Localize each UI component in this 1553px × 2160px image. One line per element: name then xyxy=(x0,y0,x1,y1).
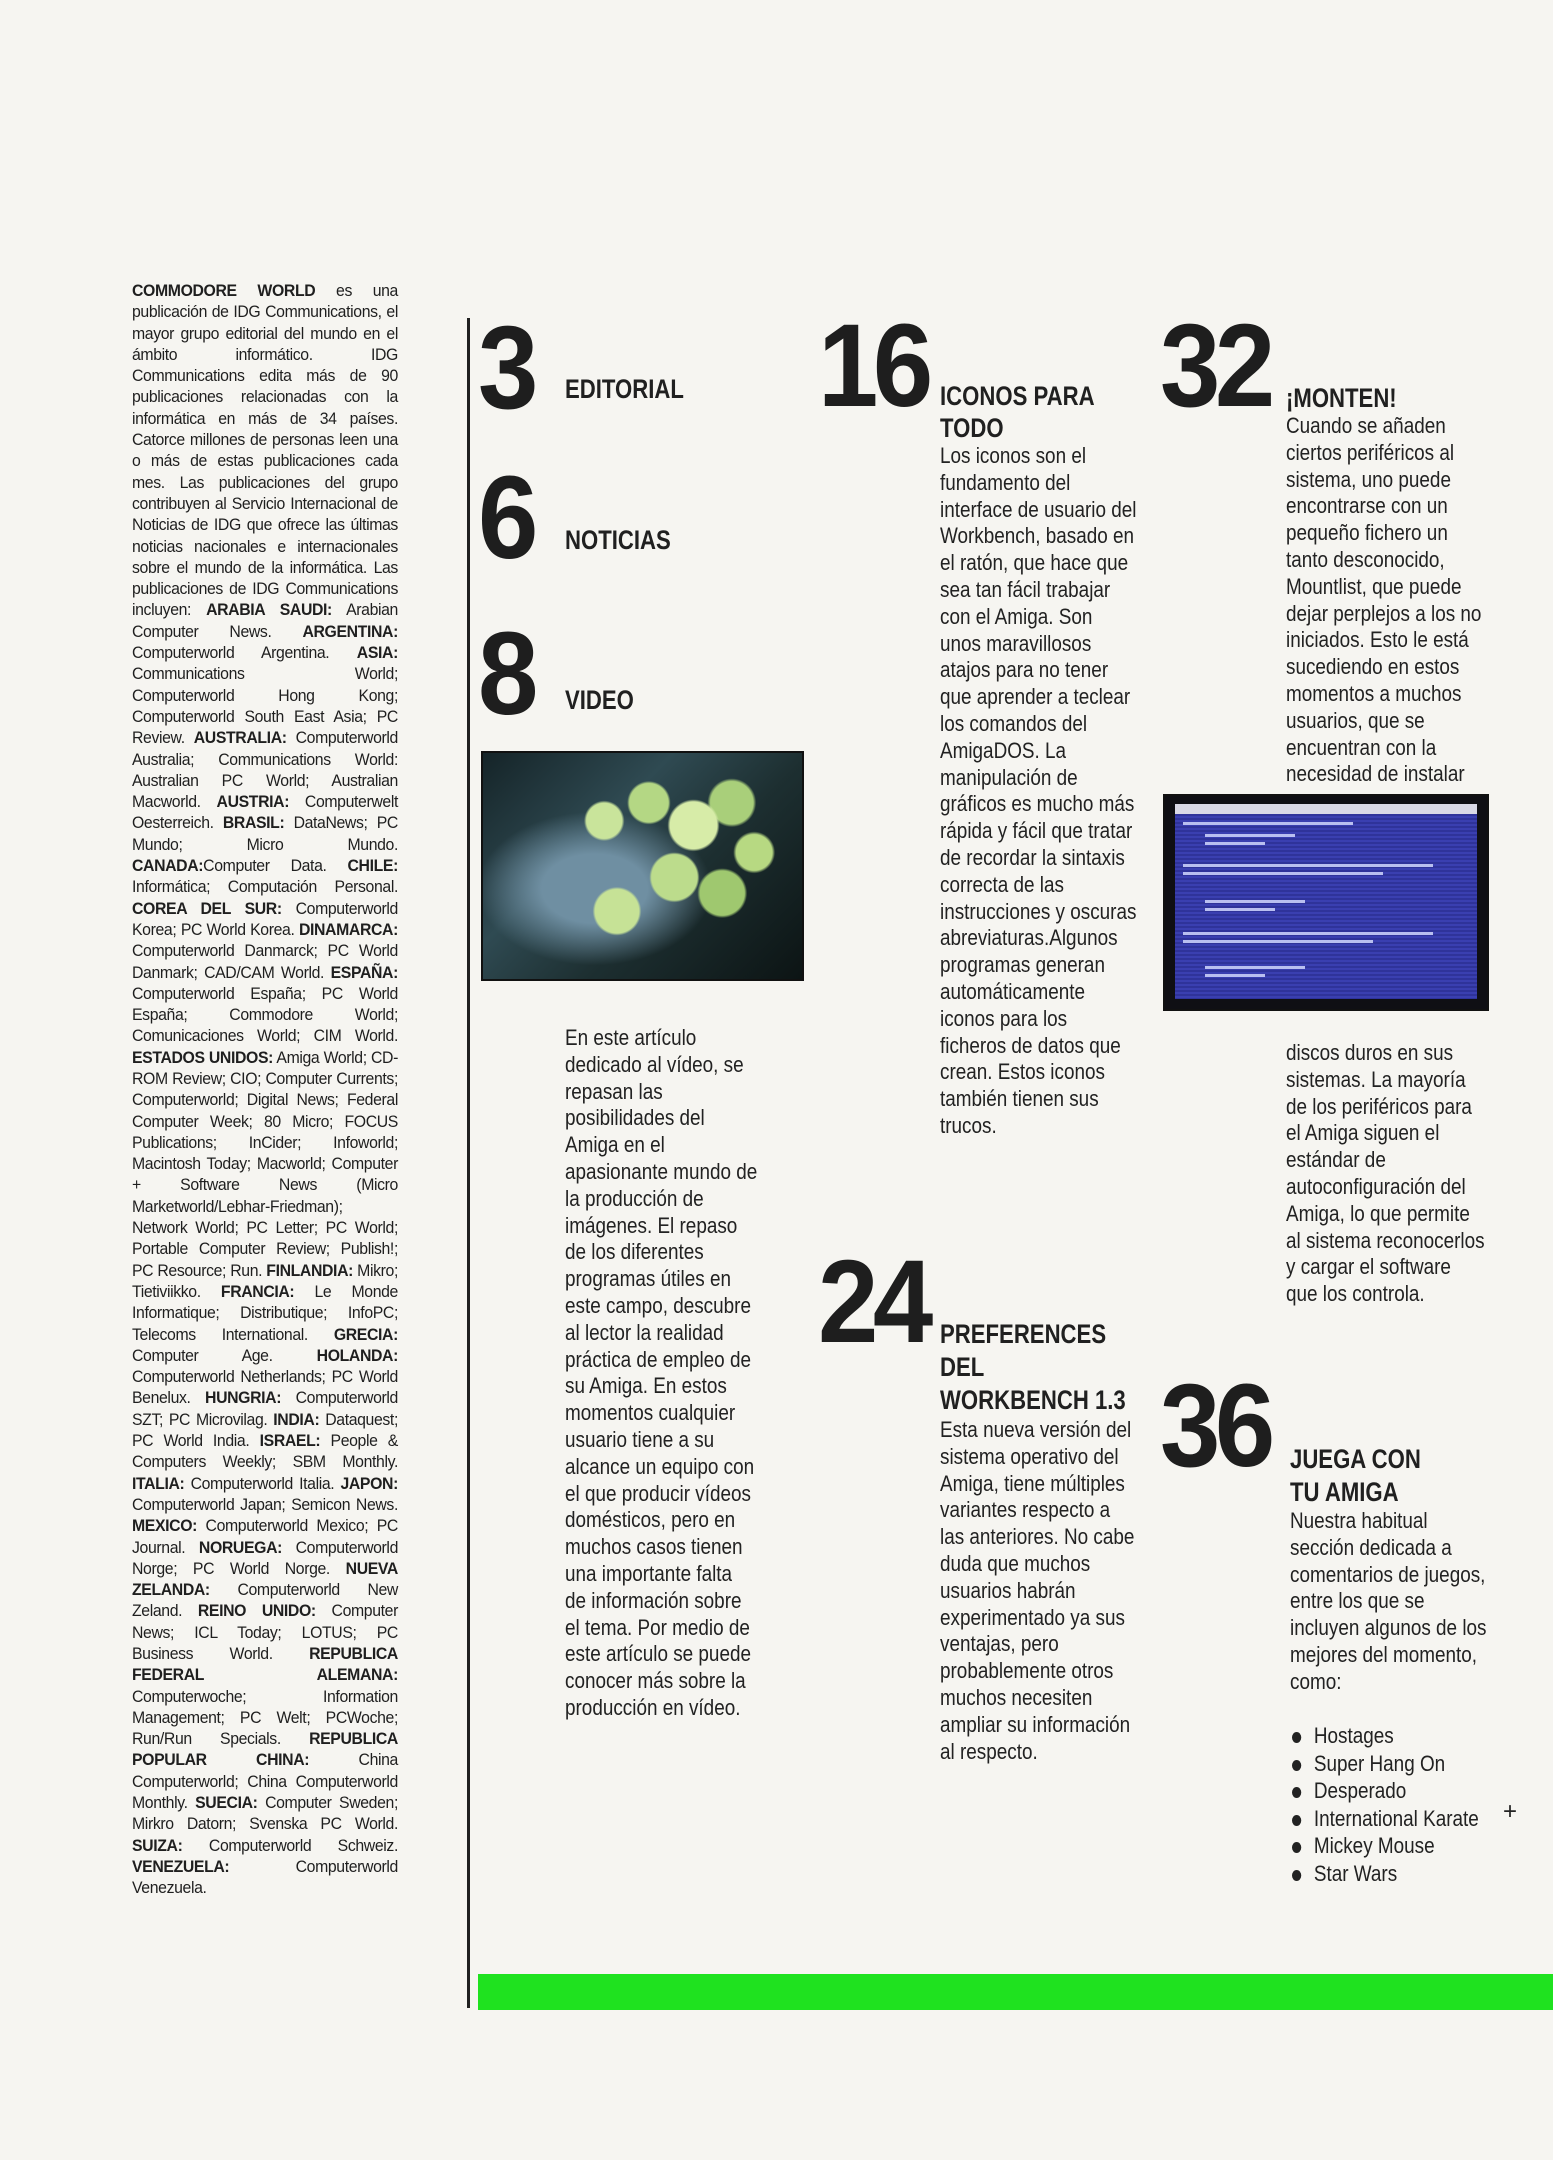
section-title-preferences-line1[interactable]: PREFERENCES xyxy=(940,1319,1107,1349)
credits-bold-label: INDIA: xyxy=(273,1409,320,1429)
section-title-preferences-line3[interactable]: WORKBENCH 1.3 xyxy=(940,1385,1126,1415)
credits-text: Computerworld Argentina. xyxy=(132,643,357,663)
video-article-photo xyxy=(481,751,804,981)
column-divider xyxy=(467,318,470,2008)
amiga-screen-photo xyxy=(1163,794,1489,1011)
screen-text-line xyxy=(1183,932,1433,935)
screen-title-bar xyxy=(1175,804,1477,814)
credits-bold-label: DINAMARCA: xyxy=(298,919,398,939)
page-number-noticias[interactable]: 6 xyxy=(478,452,533,584)
credits-bold-label: AUSTRIA: xyxy=(216,792,290,812)
game-list-item: Star Wars xyxy=(1292,1860,1479,1888)
iconos-article-summary: Los iconos son el fundamento del interface de usuario del Workbench, basado en el ratón, que hace que sea tan fácil trabajar con el Amiga. Son unos maravillosos atajos para no tener que aprender a teclear los comandos del AmigaDOS. La manipulación de gráficos es mucho más rápida y fácil que tratar de recordar la sintaxis correcta de las instrucciones y oscuras abreviaturas.Algunos programas generan automáticamente iconos para los ficheros de datos que crean. Estos iconos también tienen sus trucos. xyxy=(940,443,1137,1138)
credits-bold-label: BRASIL: xyxy=(222,813,285,833)
screen-text-line xyxy=(1205,834,1295,837)
credits-bold-label: ARABIA SAUDI: xyxy=(206,600,332,620)
section-title-preferences-line2[interactable]: DEL xyxy=(940,1352,985,1382)
credits-bold-label: ESTADOS UNIDOS: xyxy=(132,1047,274,1067)
credits-text: Computer Data. xyxy=(203,856,348,876)
page-number-juega[interactable]: 36 xyxy=(1160,1360,1270,1492)
credits-text: China Computerworld; China Computerworld Monthly. xyxy=(132,1750,398,1813)
credits-text: Computer Age. xyxy=(132,1345,317,1365)
credits-bold-label: REPUBLICA FEDERAL ALEMANA: xyxy=(132,1644,398,1685)
credits-bold-label: AUSTRALIA: xyxy=(193,728,287,748)
credits-text: Computerworld Italia. xyxy=(184,1473,341,1493)
credits-bold-label: NORUEGA: xyxy=(198,1537,283,1557)
video-article-summary: En este artículo dedicado al vídeo, se repasan las posibilidades del Amiga en el apasionante mundo de la producción de imágenes. El repaso de los diferentes programas útiles en este campo, descubre al lector la realidad práctica de empleo de su Amiga. En estos momentos cualquier usuario tiene a su alcance un equipo con el que producir vídeos domésticos, pero en muchos casos tienen una importante falta de información sobre el tema. Por medio de este artículo se puede conocer más sobre la producción en vídeo. xyxy=(565,1025,758,1720)
credits-bold-label: COMMODORE WORLD xyxy=(132,281,316,300)
credits-text: Dataquest; PC World India. xyxy=(132,1409,398,1451)
section-title-noticias[interactable]: NOTICIAS xyxy=(565,525,671,555)
credits-text: Computerwelt Oesterreich. xyxy=(132,792,398,833)
credits-text: Computerworld New Zeland. xyxy=(132,1580,398,1621)
screen-text-line xyxy=(1205,974,1265,977)
credits-text: Computerworld Danmarck; PC World Danmark; CAD/CAM World. xyxy=(132,941,398,982)
credits-text: Le Monde Informatique; Distributique; InfoPC; Telecoms International. xyxy=(132,1281,398,1344)
credits-bold-label: MEXICO: xyxy=(132,1516,198,1536)
game-list-item: Mickey Mouse xyxy=(1292,1832,1479,1860)
credits-bold-label: HUNGRIA: xyxy=(205,1388,282,1408)
credits-text: Computerworld Australia; Communications World: Australian PC World; Australian Macworld. xyxy=(132,728,398,812)
credits-text: Computerwoche; Information Management; PC Welt; PCWoche; Run/Run Specials. xyxy=(132,1686,398,1749)
credits-text: Computerworld SZT; PC Microvilag. xyxy=(132,1388,398,1429)
credits-bold-label: NUEVA ZELANDA: xyxy=(132,1558,398,1600)
credits-bold-label: REINO UNIDO: xyxy=(197,1601,316,1621)
section-title-editorial[interactable]: EDITORIAL xyxy=(565,374,684,404)
page-number-video[interactable]: 8 xyxy=(478,608,533,740)
section-title-juega-line2[interactable]: TU AMIGA xyxy=(1290,1477,1399,1507)
screen-text-line xyxy=(1183,864,1433,867)
screen-text-line xyxy=(1205,842,1265,845)
preferences-article-summary: Esta nueva versión del sistema operativo del Amiga, tiene múltiples variantes respecto a las anteriores. No cabe duda que muchos usuarios habrán experimentado ya sus ventajas, pero probablemente otros muchos necesiten ampliar su información al respecto. xyxy=(940,1417,1135,1764)
page-number-editorial[interactable]: 3 xyxy=(478,302,533,434)
screen-text-line xyxy=(1205,900,1305,903)
game-list-item: Super Hang On xyxy=(1292,1750,1479,1778)
section-title-iconos-line1[interactable]: ICONOS PARA xyxy=(940,381,1095,411)
credits-text: Computerworld Netherlands; PC World Benelux. xyxy=(132,1367,398,1408)
credits-bold-label: FRANCIA: xyxy=(220,1281,295,1301)
credits-text: Communications World; Computerworld Hong Kong; Computerworld South East Asia; PC Review. xyxy=(132,664,398,748)
credits-text: DataNews; PC Mundo; Micro Mundo. xyxy=(132,813,398,854)
credits-text: Computerworld Korea; PC World Korea. xyxy=(132,898,398,939)
credits-bold-label: ITALIA: xyxy=(132,1473,185,1493)
section-title-juega-line1[interactable]: JUEGA CON xyxy=(1290,1444,1421,1474)
credits-bold-label: ESPAÑA: xyxy=(330,962,398,982)
credits-bold-label: ISRAEL: xyxy=(259,1431,321,1451)
screen-text-line xyxy=(1205,908,1275,911)
credits-text: Computerworld Norge; PC World Norge. xyxy=(132,1537,398,1578)
page-number-monten[interactable]: 32 xyxy=(1160,300,1270,432)
credits-bold-label: CHILE: xyxy=(347,856,398,876)
section-title-video[interactable]: VIDEO xyxy=(565,685,634,715)
credits-text: Mikro; Tietiviikko. xyxy=(132,1260,398,1301)
credits-bold-label: ARGENTINA: xyxy=(302,621,398,641)
page-number-preferences[interactable]: 24 xyxy=(818,1236,928,1368)
game-list-item: International Karate xyxy=(1292,1805,1479,1833)
credits-bold-label: VENEZUELA: xyxy=(132,1856,230,1876)
monten-article-summary-top: Cuando se añaden ciertos periféricos al sistema, uno puede encontrarse con un pequeño fichero un tanto desconocido, Mountlist, que puede dejar perplejos a los no iniciados. Esto le está sucediendo en estos momentos a muchos usuarios, que se encuentran con la necesidad de instalar xyxy=(1286,413,1482,787)
credits-text: Computer Sweden; Mirkro Datorn; Svenska PC World. xyxy=(132,1793,398,1834)
green-accent-bar xyxy=(478,1974,1553,2010)
screen-text-line xyxy=(1183,822,1353,825)
credits-bold-label: ASIA: xyxy=(356,643,398,663)
plus-sign: + xyxy=(1503,1798,1518,1825)
credits-text: Computerworld Mexico; PC Journal. xyxy=(132,1516,398,1557)
game-list-item: Hostages xyxy=(1292,1722,1479,1750)
credits-text: es una publicación de IDG Communications, el mayor grupo editorial del mundo en el ámbito informático. IDG Communications edita más de 90 publicaciones relacionadas con la informática en más de 34 países. Catorce millones de personas leen una o más de estas publicaciones cada mes. Las publicaciones del grupo contribuyen al Servicio Internacional de Noticias de IDG que ofrece las últimas noticias nacionales e internacionales sobre el mundo de la informática. Las publicaciones de IDG Communications incluyen: xyxy=(132,281,398,620)
credits-bold-label: COREA DEL SUR: xyxy=(132,898,282,918)
credits-text: Arabian Computer News. xyxy=(132,600,398,641)
juega-article-summary: Nuestra habitual sección dedicada a comentarios de juegos, entre los que se incluyen algunos de los mejores del momento, como: xyxy=(1290,1508,1487,1694)
credits-text: People & Computers Weekly; SBM Monthly. xyxy=(132,1431,398,1472)
credits-bold-label: SUIZA: xyxy=(132,1835,183,1855)
screen-text-line xyxy=(1205,966,1305,969)
credits-bold-label: JAPON: xyxy=(340,1473,398,1493)
game-list-item: Desperado xyxy=(1292,1777,1479,1805)
credits-text: Computerworld Schweiz. xyxy=(182,1835,398,1855)
games-list xyxy=(1292,1722,1479,1888)
credits-bold-label: HOLANDA: xyxy=(316,1345,398,1365)
section-title-monten[interactable]: ¡MONTEN! xyxy=(1286,383,1397,413)
publisher-credits xyxy=(132,280,398,1899)
credits-bold-label: REPUBLICA POPULAR CHINA: xyxy=(132,1729,398,1770)
screen-text-line xyxy=(1183,872,1383,875)
credits-text: Computerworld España; PC World España; Commodore World; Comunicaciones World; CIM World. xyxy=(132,983,398,1046)
credits-text: Computerworld Japan; Semicon News. xyxy=(132,1494,398,1514)
amiga-screen-display xyxy=(1175,804,1477,999)
section-title-iconos-line2[interactable]: TODO xyxy=(940,413,1004,443)
screen-text-line xyxy=(1183,940,1373,943)
credits-text: Informática; Computación Personal. xyxy=(132,877,398,897)
credits-bold-label: CANADA: xyxy=(132,856,204,876)
credits-bold-label: SUECIA: xyxy=(195,1793,258,1813)
monten-article-summary-bottom: discos duros en sus sistemas. La mayoría de los periféricos para el Amiga siguen el estándar de autoconfiguración del Amiga, lo que permite al sistema reconocerlos y cargar el software que los controla. xyxy=(1286,1040,1485,1307)
credits-text: Computer News; ICL Today; LOTUS; PC Business World. xyxy=(132,1601,398,1663)
page-number-iconos[interactable]: 16 xyxy=(818,300,928,432)
credits-bold-label: GRECIA: xyxy=(333,1324,398,1344)
credits-text: Computerworld Venezuela. xyxy=(132,1856,398,1898)
credits-bold-label: FINLANDIA: xyxy=(266,1260,354,1280)
credits-text: Amiga World; CD-ROM Review; CIO; Computer Currents; Computerworld; Digital News; Federal Computer Week; 80 Micro; FOCUS Publications; InCider; Infoworld; Macintosh Today; Macworld; Computer + Software News (Micro Marketworld/Lebhar-Friedman); Network World; PC Letter; PC World; Portable Computer Review; Publish!; PC Resource; Run. xyxy=(132,1047,398,1280)
